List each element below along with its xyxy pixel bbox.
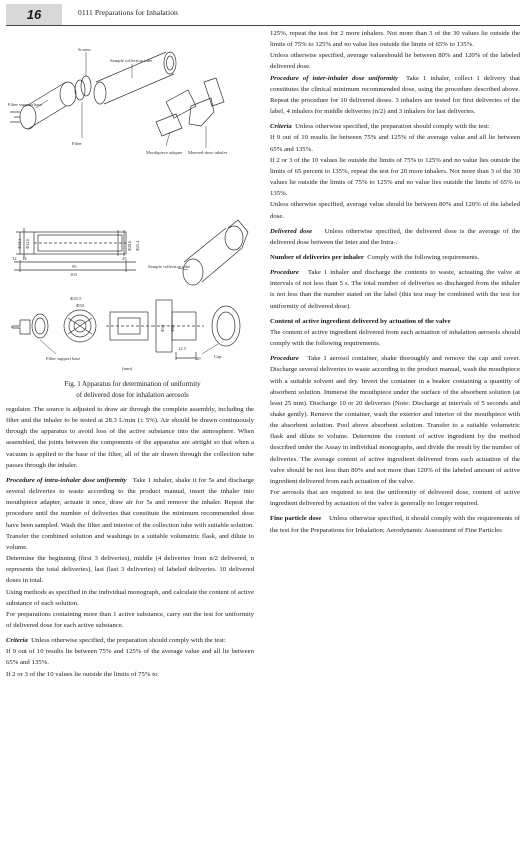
label-metered-dose-inhaler: Metered-dose inhaler (188, 150, 228, 155)
paragraph: For preparations containing more than 1 active substance, carry out the test for uniformity of delivered dose for each active substance. (6, 610, 254, 629)
label-filter-support-base-2: Filter support base (46, 356, 81, 361)
dim-d50: Φ50 (76, 303, 84, 308)
paragraph: Using methods as specified in the individual monograph, and calculate the content of active substance of each solution. (6, 588, 254, 607)
paragraph: Delivered dose Unless otherwise specified, the delivered dose is the average of the delivered dose between the Inter and the Intra-. (270, 227, 521, 246)
paragraph: Criteria Unless otherwise specified, the preparation should comply with the test: (6, 637, 226, 645)
label-mouthpiece-adapter: Mouthpiece adapter (146, 150, 183, 155)
running-title: 0111 Preparations for Inhalation (78, 8, 178, 17)
dim-25: 25 (122, 256, 127, 261)
section-heading: Content of active ingredient delivered by actuation of the valve (270, 317, 451, 325)
paragraph: For aerosols that are required to test the uniformity of delivered dose, content of active ingredient delivered by actuation of the valve is generally no longer required. (270, 489, 520, 508)
dim-d80-v: Φ80 (170, 324, 175, 332)
label-screen: Screen (78, 47, 91, 52)
section-heading: Delivered dose (270, 227, 313, 235)
dim-d25-5: Φ25.5 (70, 296, 82, 301)
section-heading: Number of deliveries per inhaler (270, 253, 364, 261)
paragraph: Fine particle dose Unless otherwise specified, it should comply with the requirements of the test for the Preparations for Inhalation; Aerodynamic Assessment of Fine Particles (270, 515, 520, 534)
paragraph: Procedure of inter-inhaler dose uniformity Take 1 inhaler, collect 1 delivery that constitutes the clinical minimum recommended dose, using the procedure described above. Repeat the procedure for 10 delivered doses. 3 inhalers are tested for first deliveries of the label, 4 inhalers for middle deliveries (n/2) and 3 inhalers for last deliveries. (270, 74, 520, 116)
dim-d50-v: Φ50 (160, 324, 165, 332)
dim-20: 20 (196, 356, 201, 361)
paragraph: If 2 or 3 of the 10 values lie outside the limits of 75% to (6, 670, 158, 678)
paragraph: If 9 out of 10 results lie between 75% and 125% of the average value and all lie between 65% and 135%. (270, 134, 520, 153)
filter-base-section-drawing (12, 300, 240, 360)
caption-line-2: of delivered dose for inhalation aerosols (76, 391, 189, 399)
left-column (6, 404, 254, 680)
section-heading: Procedure (270, 355, 299, 363)
section-heading: Criteria (6, 637, 28, 645)
section-heading: Criteria (270, 123, 292, 131)
dim-14: 14 (22, 256, 27, 261)
paragraph: Unless otherwise specified, average value should lie between 80% and 120% of the labeled dose. (270, 201, 520, 220)
paragraph: Content of active ingredient delivered by actuation of the valve The content of active ingredient delivered from each actuation of inhalation aerosols should comply with the following requirements. (270, 317, 520, 348)
paragraph: Number of deliveries per inhaler Comply with the following requirements. (270, 253, 480, 261)
paragraph: Unless otherwise specified, average valueshould lie between 80% and 120% of the labeled delivered dose. (270, 52, 520, 71)
paragraph: regulator. The source is adjusted to draw air through the complete assembly, including the filter and the inhaler to be tested at 28.3 L/min (± 5%). Air should be drawn continuously through the apparatus to avoid loss of the active substance into the atmosphere. When assembled, the joints between the components of the apparatus are airtight so that when a vacuum is applied to the base of the filter, all of the air drawn through the collection tube passes through the inhaler. (6, 406, 254, 469)
caption-line-1: Fig. 1 Apparatus for determination of uniformity (64, 380, 201, 388)
paragraph: If 2 or 3 of the 10 values lie outside the limits of 75% to 125% and no value lies outside the limits of 65 percent to 135%, repeat the test for 20 more inhalers. Not more than 3 of the 30 values lie outside the limits of 75% to 125% and no value lies outside the limits of 65% to 135%. (270, 156, 520, 198)
header-rule (6, 25, 520, 26)
label-cap: Cap (214, 354, 222, 359)
apparatus-figure (6, 42, 256, 382)
dim-103: 103 (70, 272, 77, 277)
dim-d32-6: Φ32.6 (25, 238, 30, 249)
label-filter: Filter (72, 141, 82, 146)
paragraph: Procedure Take 1 aerosol container, shake thoroughly and remove the cap and cover. Discharge several deliveries to waste according to the product manual, wash the mouthpiece with a suitable solvent and dry. Invert the container in a beaker containing a quantity of absorbent solution. Immerse the mouthpiece under the surface of the absorbent solution (at least 25 mm). Discharge 10 or 20 deliveries (Note: Discharge at intervals of 5 seconds and shake gently). Remove the container, wash the exterior and interior of the mouthpiece with the absorbent solution. Pool above absorbent solution. Transfer to a suitable volumetric flask and dilute to volume. Determine the content of active ingredient by the method described under the Assay in individual monographs, and divide the result by the number of deliveries. The average content of active ingredient delivered from each actuation of the valve should be not less than 80% and not more than 120% of the labeled amount of active ingredient delivered from each actuation of the valve. (270, 355, 521, 485)
paragraph: If 9 out of 10 results lie between 75% and 125% of the average value and all lie between 65% and 135%. (6, 648, 254, 667)
paragraph: Criteria Unless otherwise specified, the preparation should comply with the test: (270, 123, 490, 131)
section-heading: Fine particle dose (270, 515, 322, 523)
dim-12-5: 12.5 (178, 346, 187, 351)
label-sample-collection-tube-2: Sample collection tube (148, 264, 191, 269)
dim-d28-6: Φ28.6 (127, 240, 132, 251)
dim-d25-4: Φ25.4 (135, 240, 140, 251)
dim-12: 12 (12, 256, 17, 261)
dim-95: 95 (72, 264, 77, 269)
paragraph: Procedure Take 1 inhaler and discharge the contents to waste, actuating the valve at intervals of not less than 5 s. The total number of deliveries so discharged from the inhaler is not less than the number stated on the label (this test may be combined with the test for uniformity of delivered dose). (270, 269, 520, 310)
right-column (270, 28, 520, 536)
paragraph: 125%, repeat the test for 2 more inhalers. Not more than 3 of the 30 values lie outside the limits of 75% to 125% and no value lies outside the limits of 65% to 135%. (270, 30, 520, 49)
section-heading: Procedure of intra-inhaler dose uniformity (6, 476, 127, 484)
sample-tube-3d-drawing (183, 220, 248, 285)
label-unit: (mm) (122, 366, 133, 371)
figure-caption (20, 379, 245, 401)
paragraph: Procedure of intra-inhaler dose uniformity Take 1 inhaler, shake it for 5s and discharge several deliveries to waste according to the product manual, insert the inhaler into mouthpiece adapter, actuate it once, draw air for 5s and remove the inhaler. Repeat the procedure until the number of deliveries that constitute the minimum recommended dose have been sampled. Wash the filter and interior of the collection tube with suitable solution. Transfer the combined solution and washings to a suitable volumetric flask, and dilute to volume. (6, 476, 255, 551)
label-filter-support-base: Filter support base (8, 102, 43, 107)
page-number: 16 (6, 4, 62, 25)
dim-d34-3: Φ34.3 (17, 238, 22, 249)
section-heading: Procedure (270, 269, 299, 277)
section-heading: Procedure of inter-inhaler dose uniformity (270, 74, 399, 82)
label-sample-collection-tube: Sample collection tube (110, 58, 153, 63)
paragraph: Determine the beginning (first 3 deliveries), middle (4 deliveries from n/2 delivered, n represents the total deliveries), last (last 3 deliveries) of labeled deliveries. 10 delivered doses in total. (6, 555, 254, 585)
filter-disc-drawing (75, 76, 91, 100)
